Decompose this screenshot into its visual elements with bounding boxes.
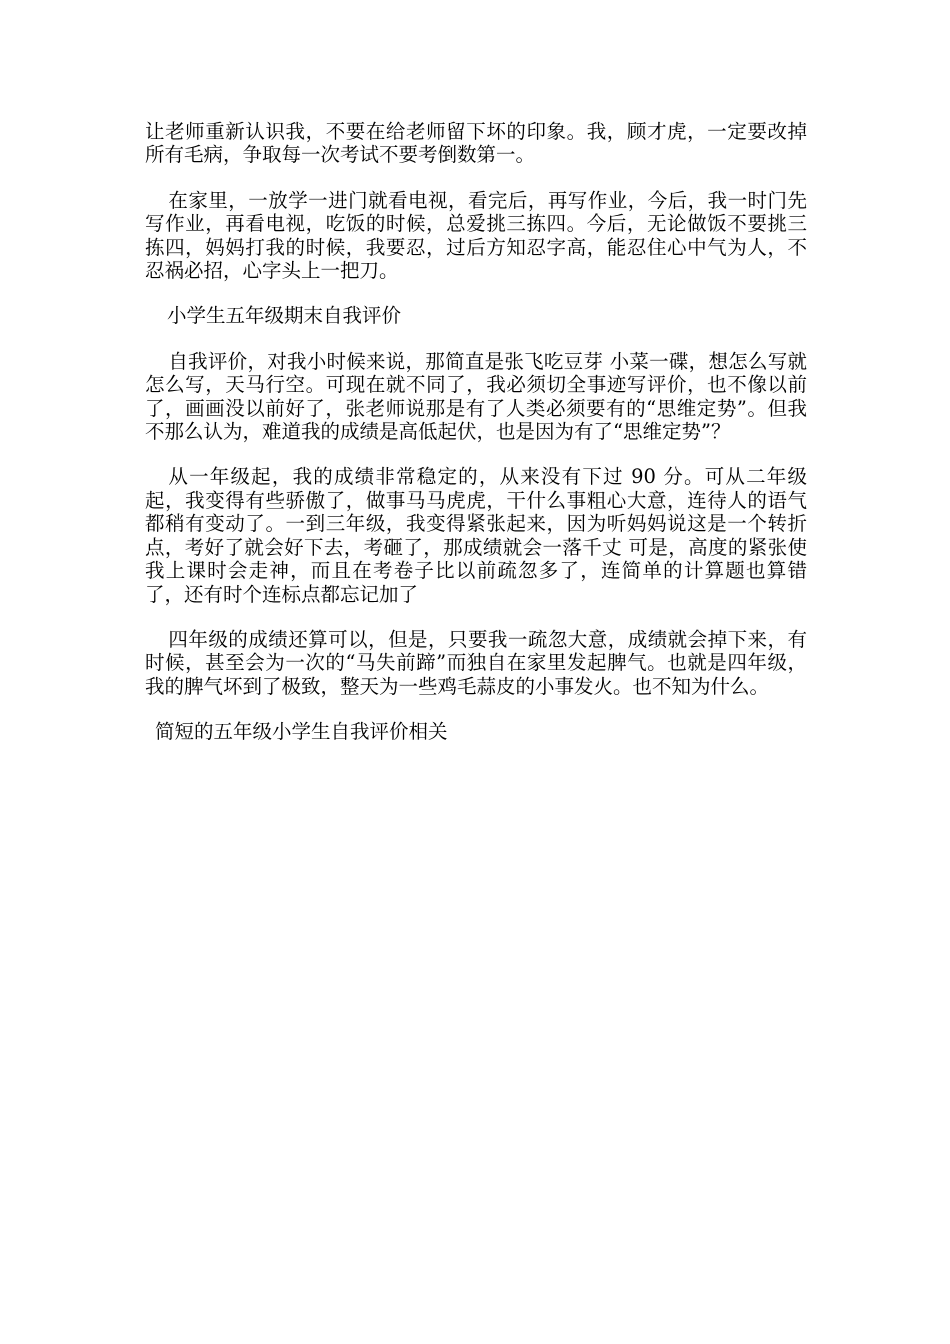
related-heading: 简短的五年级小学生自我评价相关 xyxy=(155,720,448,744)
document-body xyxy=(145,120,807,744)
paragraph-grade-history: 从一年级起，我的成绩非常稳定的，从来没有下过 90 分。可从二年级起，我变得有些骄傲了，做事马马虎虎，干什么事粗心大意，连待人的语气都稍有变动了。一到三年级，我变得紧张起来，因为听妈妈说这是一个转折点，考好了就会好下去，考砸了，那成绩就会一落千丈 可是，高度的紧张使我上课时会走神，而且在考卷子比以前疏忽多了，连简单的计算题也算错了，还有时个连标点都忘记加了 xyxy=(145,465,807,606)
paragraph-self-evaluation: 自我评价，对我小时候来说，那简直是张飞吃豆芽 小菜一碟，想怎么写就怎么写，天马行空。可现在就不同了，我必须切全事迹写评价，也不像以前了，画画没以前好了，张老师说那是有了人类必须要有的“思维定势”。但我不那么认为，难道我的成绩是高低起伏，也是因为有了“思维定势”？ xyxy=(145,349,807,444)
paragraph-fourth-grade: 四年级的成绩还算可以，但是，只要我一疏忽大意，成绩就会掉下来，有时候，甚至会为一次的“马失前蹄”而独自在家里发起脾气。也就是四年级，我的脾气坏到了极致，整天为一些鸡毛蒜皮的小事发火。也不知为什么。 xyxy=(145,627,807,698)
paragraph-continuation: 让老师重新认识我，不要在给老师留下坏的印象。我，顾才虎，一定要改掉所有毛病，争取每一次考试不要考倒数第一。 xyxy=(145,120,807,167)
paragraph-home-habits: 在家里，一放学一进门就看电视，看完后，再写作业，今后，我一时门先写作业，再看电视，吃饭的时候，总爱挑三拣四。今后，无论做饭不要挑三拣四，妈妈打我的时候，我要忍，过后方知忍字高，能忍住心中气为人，不忍祸必招，心字头上一把刀。 xyxy=(145,188,807,283)
section-heading: 小学生五年级期末自我评价 xyxy=(167,304,402,328)
